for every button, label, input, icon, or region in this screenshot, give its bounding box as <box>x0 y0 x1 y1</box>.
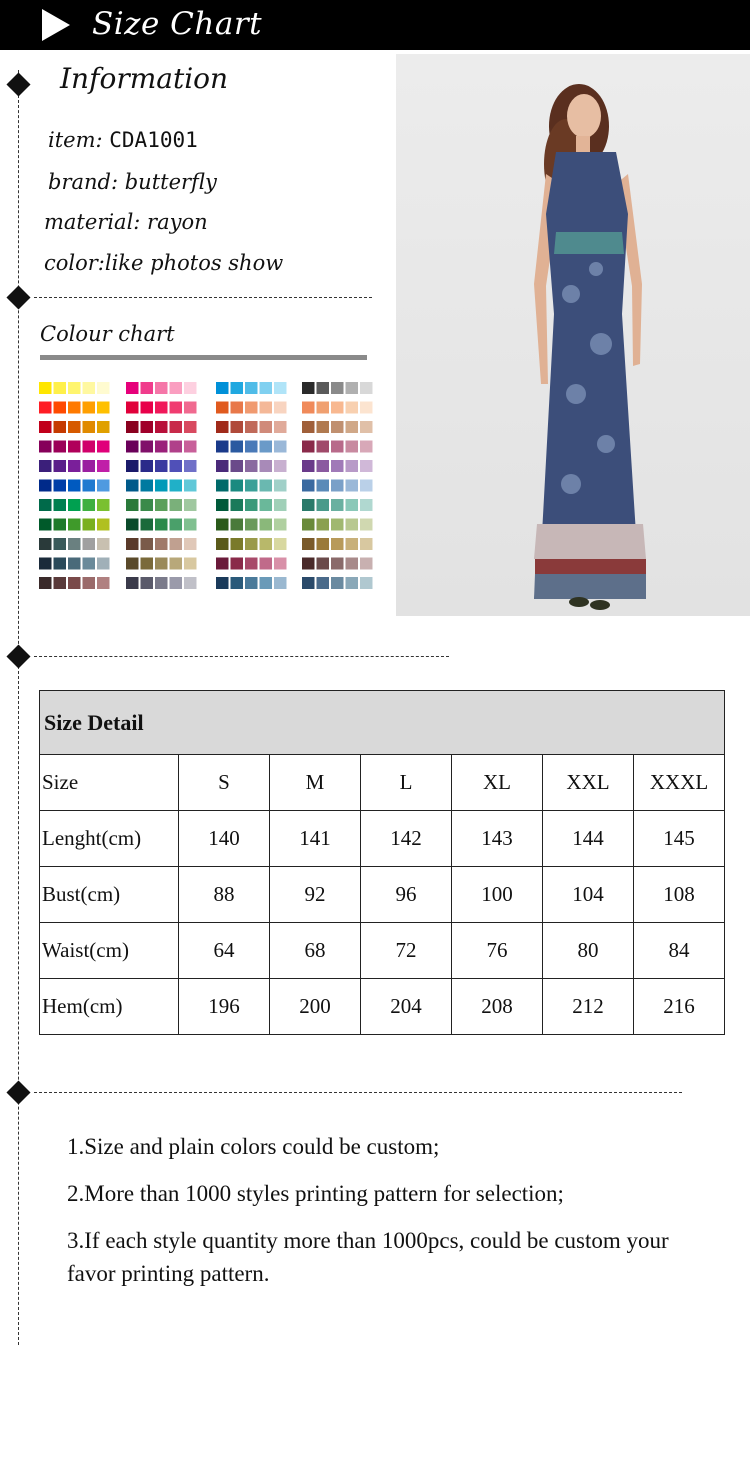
color-swatch <box>260 480 273 492</box>
colour-palette-image <box>36 378 381 602</box>
color-swatch <box>274 402 287 414</box>
color-swatch <box>155 441 168 453</box>
color-swatch <box>231 382 244 394</box>
notes-list <box>67 1130 717 1304</box>
color-swatch <box>360 402 373 414</box>
color-swatch <box>184 441 197 453</box>
color-swatch <box>155 499 168 511</box>
color-swatch <box>54 441 67 453</box>
color-swatch <box>155 558 168 570</box>
color-swatch <box>231 402 244 414</box>
color-swatch <box>231 538 244 550</box>
table-row <box>40 811 725 867</box>
color-swatch <box>302 421 315 433</box>
table-header-cell: L <box>361 755 452 811</box>
color-swatch <box>346 441 359 453</box>
color-swatch <box>216 538 229 550</box>
color-swatch <box>317 577 330 589</box>
color-swatch <box>331 519 344 531</box>
table-cell: 144 <box>543 811 634 867</box>
color-swatch <box>141 402 154 414</box>
color-swatch <box>216 577 229 589</box>
color-swatch <box>97 382 110 394</box>
color-swatch <box>97 480 110 492</box>
color-swatch <box>170 577 183 589</box>
color-swatch <box>155 577 168 589</box>
color-swatch <box>83 421 96 433</box>
color-swatch <box>302 577 315 589</box>
color-swatch <box>346 402 359 414</box>
note-item: 2.More than 1000 styles printing pattern for selection; <box>67 1181 564 1206</box>
color-swatch <box>83 499 96 511</box>
color-swatch <box>274 519 287 531</box>
table-header-row <box>40 755 725 811</box>
color-swatch <box>346 460 359 472</box>
color-swatch <box>274 538 287 550</box>
color-swatch <box>155 382 168 394</box>
color-swatch <box>346 519 359 531</box>
color-swatch <box>170 519 183 531</box>
color-swatch <box>331 558 344 570</box>
color-swatch <box>68 421 81 433</box>
item-value: CDA1001 <box>109 128 198 152</box>
material-line: material: rayon <box>44 210 208 234</box>
color-swatch <box>331 577 344 589</box>
section-header <box>0 0 750 50</box>
color-swatch <box>331 421 344 433</box>
color-swatch <box>274 577 287 589</box>
color-swatch <box>155 460 168 472</box>
color-swatch <box>97 441 110 453</box>
color-swatch <box>126 460 139 472</box>
color-swatch <box>141 577 154 589</box>
color-swatch <box>54 499 67 511</box>
color-swatch <box>231 480 244 492</box>
color-swatch <box>83 538 96 550</box>
color-swatch <box>184 402 197 414</box>
color-swatch <box>346 538 359 550</box>
color-swatch <box>97 538 110 550</box>
color-swatch <box>141 538 154 550</box>
table-cell: 104 <box>543 867 634 923</box>
color-swatch <box>346 499 359 511</box>
color-swatch <box>170 538 183 550</box>
color-swatch <box>126 441 139 453</box>
color-swatch <box>274 421 287 433</box>
diamond-icon <box>6 1080 30 1104</box>
color-swatch <box>126 538 139 550</box>
table-row <box>40 923 725 979</box>
color-swatch <box>317 460 330 472</box>
color-swatch <box>54 402 67 414</box>
color-swatch <box>302 382 315 394</box>
color-swatch <box>68 538 81 550</box>
color-swatch <box>155 480 168 492</box>
color-swatch <box>184 460 197 472</box>
color-swatch <box>39 538 52 550</box>
table-cell: 196 <box>179 979 270 1035</box>
color-swatch <box>126 382 139 394</box>
color-swatch <box>302 519 315 531</box>
color-swatch <box>68 480 81 492</box>
color-swatch <box>231 558 244 570</box>
color-swatch <box>317 538 330 550</box>
divider <box>34 1092 682 1093</box>
color-swatch <box>245 421 258 433</box>
color-swatch <box>260 558 273 570</box>
table-cell: 108 <box>634 867 725 923</box>
item-label: item: <box>48 128 103 152</box>
color-swatch <box>274 480 287 492</box>
color-swatch <box>231 460 244 472</box>
color-swatch <box>346 480 359 492</box>
color-swatch <box>68 460 81 472</box>
color-swatch <box>317 382 330 394</box>
table-cell: 92 <box>270 867 361 923</box>
color-swatch <box>39 402 52 414</box>
brand-line: brand: butterfly <box>48 170 217 194</box>
color-swatch <box>83 519 96 531</box>
color-swatch <box>216 519 229 531</box>
diamond-icon <box>6 72 30 96</box>
color-swatch <box>360 441 373 453</box>
color-swatch <box>360 382 373 394</box>
table-cell: 141 <box>270 811 361 867</box>
table-cell: 145 <box>634 811 725 867</box>
page-title: Size Chart <box>92 6 263 42</box>
color-swatch <box>141 519 154 531</box>
color-swatch <box>170 382 183 394</box>
color-swatch <box>83 382 96 394</box>
color-swatch <box>126 519 139 531</box>
color-swatch <box>245 460 258 472</box>
color-swatch <box>39 480 52 492</box>
color-swatch <box>216 480 229 492</box>
table-cell: Lenght(cm) <box>40 811 179 867</box>
diamond-icon <box>6 285 30 309</box>
color-swatch <box>39 460 52 472</box>
model-photo <box>396 54 750 616</box>
diamond-icon <box>6 644 30 668</box>
color-swatch <box>126 480 139 492</box>
color-swatch <box>274 460 287 472</box>
color-swatch <box>360 460 373 472</box>
color-swatch <box>170 402 183 414</box>
color-swatch <box>141 460 154 472</box>
color-swatch <box>216 421 229 433</box>
divider <box>34 656 449 657</box>
color-swatch <box>260 519 273 531</box>
table-cell: 80 <box>543 923 634 979</box>
size-detail-title: Size Detail <box>40 691 725 755</box>
table-cell: Waist(cm) <box>40 923 179 979</box>
color-swatch <box>331 480 344 492</box>
table-cell: 72 <box>361 923 452 979</box>
color-swatch <box>274 441 287 453</box>
color-swatch <box>126 558 139 570</box>
color-swatch <box>170 460 183 472</box>
color-swatch <box>302 402 315 414</box>
color-swatch <box>274 499 287 511</box>
color-swatch <box>39 558 52 570</box>
color-swatch <box>126 421 139 433</box>
color-swatch <box>170 480 183 492</box>
color-swatch <box>68 519 81 531</box>
color-swatch <box>360 421 373 433</box>
color-swatch <box>245 499 258 511</box>
timeline-line <box>18 70 19 1345</box>
color-swatch <box>216 382 229 394</box>
color-swatch <box>184 519 197 531</box>
table-cell: 96 <box>361 867 452 923</box>
color-swatch <box>245 577 258 589</box>
color-swatch <box>97 460 110 472</box>
color-swatch <box>245 480 258 492</box>
color-swatch <box>126 402 139 414</box>
color-swatch <box>155 421 168 433</box>
color-swatch <box>155 519 168 531</box>
table-header-cell: XXL <box>543 755 634 811</box>
color-swatch <box>331 538 344 550</box>
color-swatch <box>302 480 315 492</box>
color-swatch <box>141 441 154 453</box>
color-swatch <box>39 577 52 589</box>
color-swatch <box>97 519 110 531</box>
color-swatch <box>216 441 229 453</box>
color-swatch <box>83 480 96 492</box>
color-swatch <box>126 577 139 589</box>
table-cell: 212 <box>543 979 634 1035</box>
color-swatch <box>360 480 373 492</box>
table-cell: 200 <box>270 979 361 1035</box>
size-detail-table <box>39 690 725 1035</box>
color-swatch <box>126 499 139 511</box>
table-row <box>40 867 725 923</box>
color-swatch <box>83 577 96 589</box>
color-swatch <box>260 421 273 433</box>
color-swatch <box>97 421 110 433</box>
color-swatch <box>331 460 344 472</box>
color-swatch <box>54 421 67 433</box>
color-swatch <box>184 480 197 492</box>
color-swatch <box>346 558 359 570</box>
color-swatch <box>317 441 330 453</box>
color-swatch <box>231 519 244 531</box>
table-header-cell: M <box>270 755 361 811</box>
color-swatch <box>260 499 273 511</box>
table-cell: 100 <box>452 867 543 923</box>
color-swatch <box>155 538 168 550</box>
color-swatch <box>360 577 373 589</box>
color-swatch <box>216 558 229 570</box>
color-swatch <box>331 382 344 394</box>
table-cell: Hem(cm) <box>40 979 179 1035</box>
color-swatch <box>302 558 315 570</box>
color-swatch <box>141 558 154 570</box>
color-swatch <box>68 558 81 570</box>
color-swatch <box>184 382 197 394</box>
color-swatch <box>155 402 168 414</box>
color-swatch <box>360 538 373 550</box>
color-swatch <box>302 441 315 453</box>
color-swatch <box>317 519 330 531</box>
color-swatch <box>274 558 287 570</box>
color-swatch <box>302 460 315 472</box>
table-cell: 88 <box>179 867 270 923</box>
color-swatch <box>346 382 359 394</box>
color-swatch <box>97 499 110 511</box>
color-swatch <box>141 421 154 433</box>
color-swatch <box>260 441 273 453</box>
color-swatch <box>260 402 273 414</box>
color-swatch <box>216 402 229 414</box>
information-title: Information <box>60 62 229 95</box>
color-swatch <box>83 460 96 472</box>
color-swatch <box>317 499 330 511</box>
table-header-cell: XL <box>452 755 543 811</box>
table-cell: 76 <box>452 923 543 979</box>
color-swatch <box>68 402 81 414</box>
colour-chart-title: Colour chart <box>40 322 175 346</box>
table-cell: 216 <box>634 979 725 1035</box>
color-swatch <box>54 538 67 550</box>
colour-chart-underline <box>40 355 367 360</box>
play-arrow-icon <box>42 9 70 41</box>
table-header-cell: XXXL <box>634 755 725 811</box>
table-cell: 143 <box>452 811 543 867</box>
color-swatch <box>97 402 110 414</box>
note-item: 1.Size and plain colors could be custom; <box>67 1134 440 1159</box>
color-swatch <box>54 480 67 492</box>
color-swatch <box>184 538 197 550</box>
color-swatch <box>97 577 110 589</box>
color-swatch <box>260 382 273 394</box>
color-swatch <box>54 558 67 570</box>
color-swatch <box>274 382 287 394</box>
color-swatch <box>346 421 359 433</box>
color-swatch <box>39 382 52 394</box>
color-swatch <box>216 499 229 511</box>
color-swatch <box>216 460 229 472</box>
color-swatch <box>39 499 52 511</box>
color-swatch <box>68 577 81 589</box>
color-swatch <box>245 538 258 550</box>
color-swatch <box>331 441 344 453</box>
color-swatch <box>331 402 344 414</box>
color-swatch <box>317 480 330 492</box>
color-swatch <box>260 577 273 589</box>
table-header-cell: Size <box>40 755 179 811</box>
color-swatch <box>54 519 67 531</box>
color-swatch <box>83 558 96 570</box>
table-cell: 204 <box>361 979 452 1035</box>
color-swatch <box>360 519 373 531</box>
model-face <box>567 94 601 138</box>
color-swatch <box>39 441 52 453</box>
color-swatch <box>360 499 373 511</box>
color-swatch <box>54 382 67 394</box>
color-swatch <box>68 382 81 394</box>
color-swatch <box>346 577 359 589</box>
color-swatch <box>141 480 154 492</box>
color-swatch <box>302 499 315 511</box>
color-swatch <box>83 402 96 414</box>
color-swatch <box>231 499 244 511</box>
color-swatch <box>317 558 330 570</box>
table-cell: 68 <box>270 923 361 979</box>
color-swatch <box>184 499 197 511</box>
color-swatch <box>170 441 183 453</box>
color-swatch <box>39 421 52 433</box>
color-swatch <box>231 421 244 433</box>
table-cell: 84 <box>634 923 725 979</box>
color-swatch <box>68 441 81 453</box>
color-swatch <box>231 577 244 589</box>
color-swatch <box>54 577 67 589</box>
table-cell: Bust(cm) <box>40 867 179 923</box>
color-swatch <box>260 538 273 550</box>
color-swatch <box>83 441 96 453</box>
color-swatch <box>331 499 344 511</box>
color-swatch <box>170 558 183 570</box>
color-swatch <box>170 421 183 433</box>
note-item: 3.If each style quantity more than 1000pcs, could be custom your favor printing pattern. <box>67 1228 669 1286</box>
color-swatch <box>97 558 110 570</box>
color-swatch <box>54 460 67 472</box>
color-swatch <box>245 441 258 453</box>
table-header-cell: S <box>179 755 270 811</box>
color-swatch <box>245 519 258 531</box>
table-cell: 208 <box>452 979 543 1035</box>
color-swatch <box>245 382 258 394</box>
color-swatch <box>184 577 197 589</box>
color-line: color:like photos show <box>44 251 284 275</box>
color-swatch <box>231 441 244 453</box>
color-swatch <box>170 499 183 511</box>
color-swatch <box>302 538 315 550</box>
color-swatch <box>360 558 373 570</box>
table-cell: 64 <box>179 923 270 979</box>
color-swatch <box>184 558 197 570</box>
table-cell: 140 <box>179 811 270 867</box>
divider <box>34 297 372 298</box>
color-swatch <box>260 460 273 472</box>
color-swatch <box>68 499 81 511</box>
color-swatch <box>184 421 197 433</box>
color-swatch <box>39 519 52 531</box>
table-cell: 142 <box>361 811 452 867</box>
color-swatch <box>245 558 258 570</box>
color-swatch <box>245 402 258 414</box>
table-row <box>40 979 725 1035</box>
color-swatch <box>317 402 330 414</box>
color-swatch <box>317 421 330 433</box>
item-line <box>48 128 198 152</box>
color-swatch <box>141 382 154 394</box>
color-swatch <box>141 499 154 511</box>
